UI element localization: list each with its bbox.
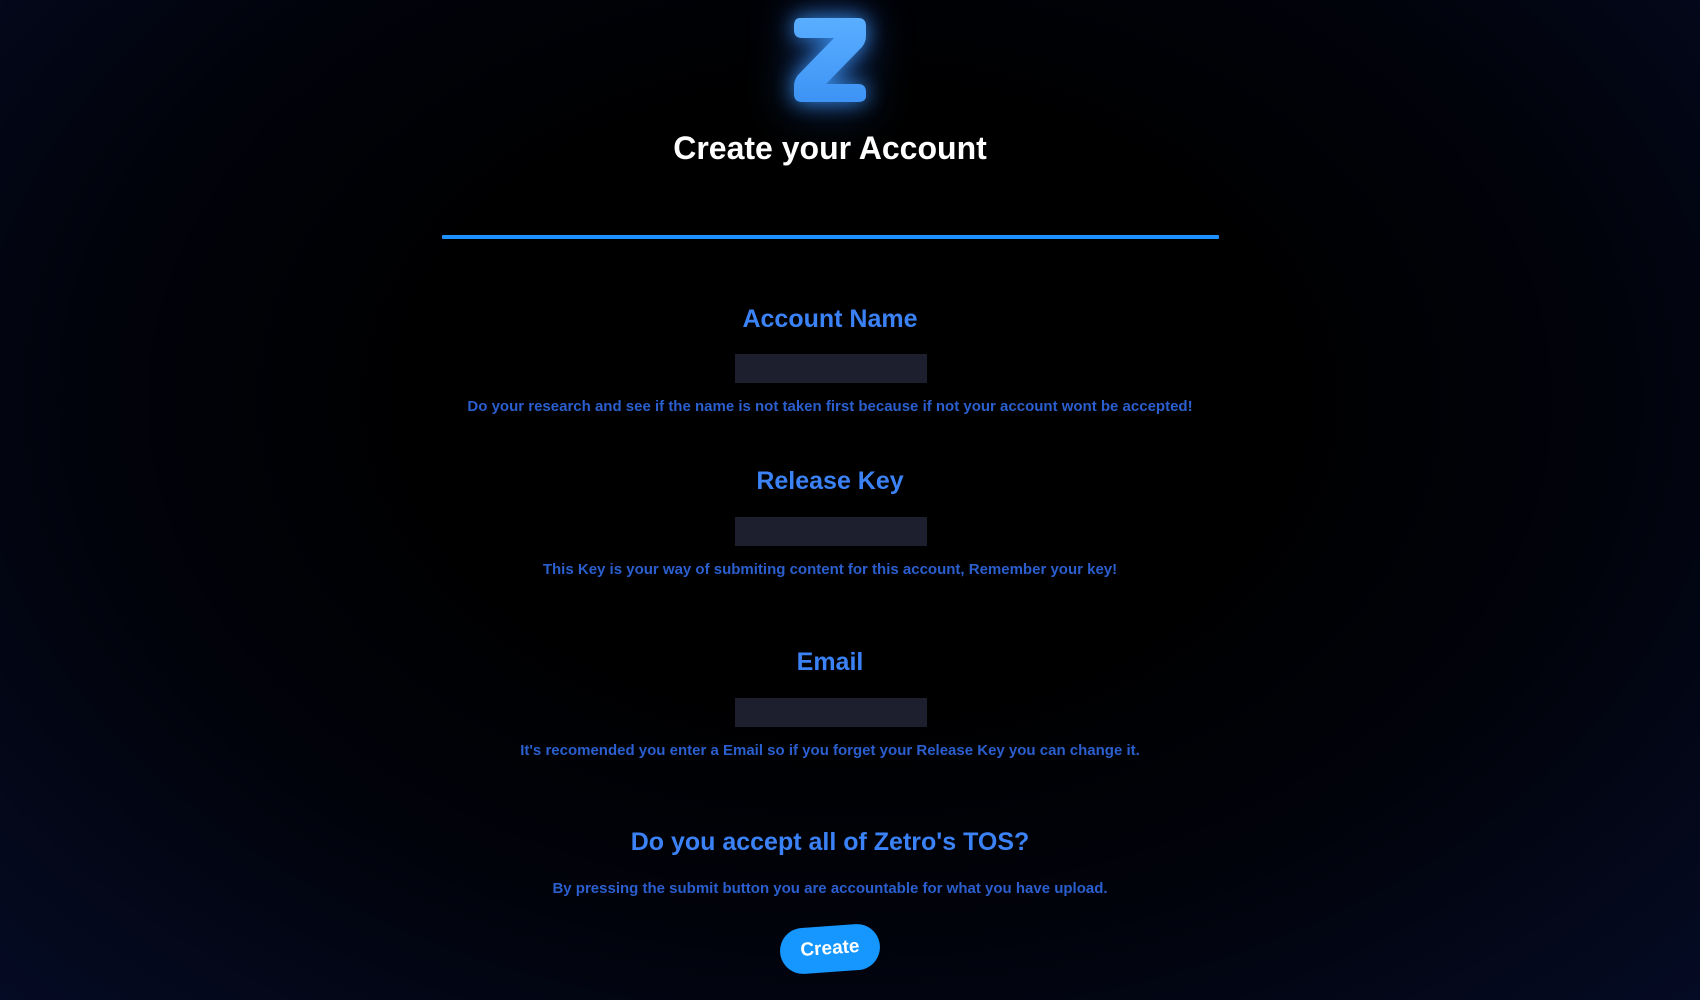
z-logo-icon bbox=[792, 16, 868, 104]
create-button[interactable]: Create bbox=[779, 923, 882, 976]
page-title: Create your Account bbox=[673, 130, 987, 166]
release-key-input[interactable] bbox=[735, 517, 927, 546]
title-divider bbox=[442, 235, 1219, 239]
release-key-hint: This Key is your way of submiting content for this account, Remember your key! bbox=[542, 561, 1118, 578]
tos-question: Do you accept all of Zetro's TOS? bbox=[630, 828, 1030, 856]
email-hint: It's recomended you enter a Email so if you forget your Release Key you can change it. bbox=[520, 742, 1140, 759]
email-input[interactable] bbox=[735, 698, 927, 727]
account-name-label: Account Name bbox=[742, 305, 918, 333]
email-label: Email bbox=[796, 648, 864, 676]
release-key-label: Release Key bbox=[756, 467, 904, 495]
tos-note: By pressing the submit button you are accountable for what you have upload. bbox=[552, 880, 1108, 897]
account-name-hint: Do your research and see if the name is not taken first because if not your account wont be accepted! bbox=[467, 398, 1193, 415]
account-name-input[interactable] bbox=[735, 354, 927, 383]
